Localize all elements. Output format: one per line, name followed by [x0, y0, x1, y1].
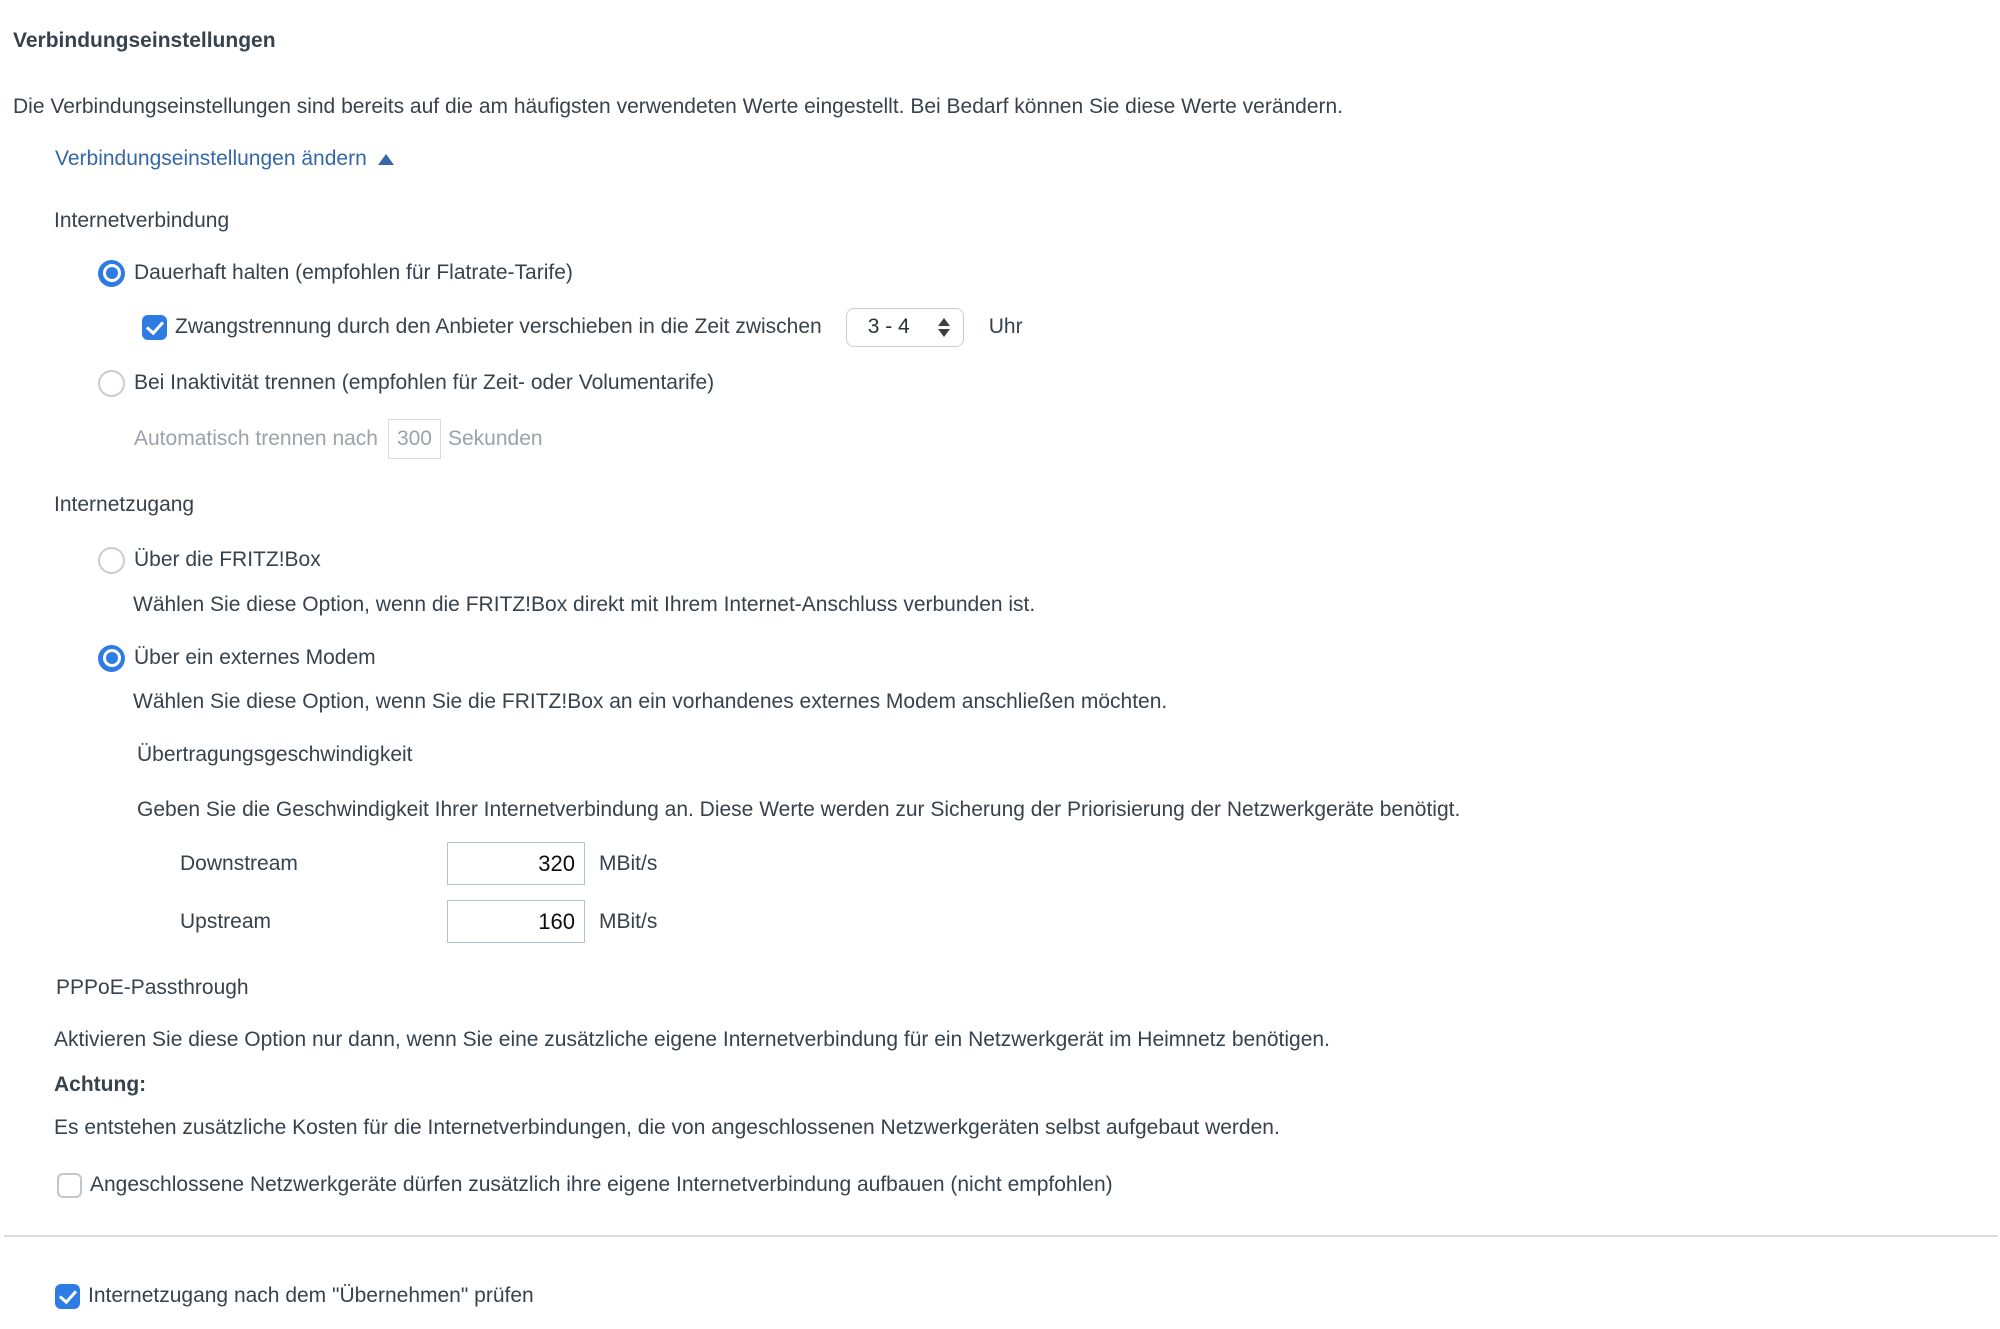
- toggle-settings-link-label: Verbindungseinstellungen ändern: [55, 147, 367, 170]
- radio-row-fritzbox: [98, 546, 321, 574]
- auto-trennen-row: [134, 419, 543, 459]
- verify-internet-access-checkbox[interactable]: [55, 1284, 80, 1309]
- radio-row-dauerhaft-halten: [98, 259, 573, 287]
- downstream-input[interactable]: [447, 842, 585, 885]
- pppoe-heading: PPPoE-Passthrough: [56, 976, 249, 999]
- downstream-label: Downstream: [180, 851, 298, 875]
- arrow-down-icon: [938, 329, 950, 337]
- zwangstrennung-row: [142, 307, 1023, 347]
- radio-row-externes-modem: [98, 644, 376, 672]
- toggle-settings-link[interactable]: [55, 145, 394, 173]
- fritzbox-description: Wählen Sie diese Option, wenn die FRITZ!Box direkt mit Ihrem Internet-Anschluss verbunden ist.: [133, 593, 1036, 616]
- upstream-input[interactable]: [447, 900, 585, 943]
- page-title: Verbindungseinstellungen: [13, 29, 276, 52]
- downstream-unit: MBit/s: [599, 851, 658, 875]
- downstream-row: [180, 842, 657, 885]
- warning-label: Achtung:: [54, 1073, 147, 1096]
- pppoe-passthrough-checkbox-label: Angeschlossene Netzwerkgeräte dürfen zusätzlich ihre eigene Internetverbindung aufbauen (nicht empfohlen): [90, 1173, 1113, 1196]
- internetzugang-heading: Internetzugang: [54, 493, 195, 516]
- pppoe-checkbox-row: [57, 1171, 1113, 1199]
- upstream-row: [180, 900, 657, 943]
- warning-text: Es entstehen zusätzliche Kosten für die Internetverbindungen, die von angeschlossenen Netzwerkgeräten selbst aufgebaut werden.: [54, 1116, 1280, 1139]
- zwangstrennung-time-select[interactable]: [846, 308, 964, 347]
- radio-externes-modem[interactable]: [98, 645, 125, 672]
- radio-externes-modem-label: Über ein externes Modem: [134, 646, 376, 669]
- zwangstrennung-time-value: 3 - 4: [867, 315, 910, 338]
- radio-ueber-fritzbox-label: Über die FRITZ!Box: [134, 548, 321, 571]
- radio-row-inaktivitaet: [98, 369, 714, 397]
- verify-internet-access-label: Internetzugang nach dem "Übernehmen" prüfen: [88, 1284, 534, 1307]
- speed-description: Geben Sie die Geschwindigkeit Ihrer Internetverbindung an. Diese Werte werden zur Sicherung der Priorisierung der Netzwerkgeräte benötigt.: [137, 798, 1461, 821]
- internetverbindung-heading: Internetverbindung: [54, 209, 230, 232]
- arrow-up-icon: [938, 318, 950, 326]
- pppoe-description: Aktivieren Sie diese Option nur dann, wenn Sie eine zusätzliche eigene Internetverbindung für ein Netzwerkgerät im Heimnetz benötigen.: [54, 1028, 1330, 1051]
- upstream-label: Upstream: [180, 909, 272, 933]
- modem-description: Wählen Sie diese Option, wenn Sie die FRITZ!Box an ein vorhandenes externes Modem anschließen möchten.: [133, 690, 1168, 713]
- radio-bei-inaktivitaet-trennen[interactable]: [98, 370, 125, 397]
- zwangstrennung-label: Zwangstrennung durch den Anbieter verschieben in die Zeit zwischen: [175, 315, 822, 338]
- radio-dauerhaft-halten-label: Dauerhaft halten (empfohlen für Flatrate-Tarife): [134, 261, 573, 284]
- speed-heading: Übertragungsgeschwindigkeit: [137, 743, 413, 766]
- radio-bei-inaktivitaet-label: Bei Inaktivität trennen (empfohlen für Zeit- oder Volumentarife): [134, 371, 715, 394]
- auto-trennen-prefix: Automatisch trennen nach: [134, 427, 378, 450]
- upstream-unit: MBit/s: [599, 909, 658, 933]
- auto-trennen-seconds-input[interactable]: [388, 419, 441, 459]
- collapse-arrow-icon: [378, 154, 394, 165]
- stepper-arrows-icon: [938, 318, 950, 337]
- auto-trennen-suffix: Sekunden: [447, 427, 543, 450]
- radio-ueber-fritzbox[interactable]: [98, 547, 125, 574]
- zwangstrennung-checkbox[interactable]: [142, 315, 167, 340]
- pppoe-passthrough-checkbox[interactable]: [57, 1173, 82, 1198]
- intro-text: Die Verbindungseinstellungen sind bereits auf die am häufigsten verwendeten Werte eingestellt. Bei Bedarf können Sie diese Werte verändern.: [13, 95, 1344, 118]
- verify-access-checkbox-row: [55, 1282, 534, 1310]
- radio-dauerhaft-halten[interactable]: [98, 260, 125, 287]
- section-divider: [4, 1235, 1998, 1237]
- uhr-label: Uhr: [988, 315, 1023, 338]
